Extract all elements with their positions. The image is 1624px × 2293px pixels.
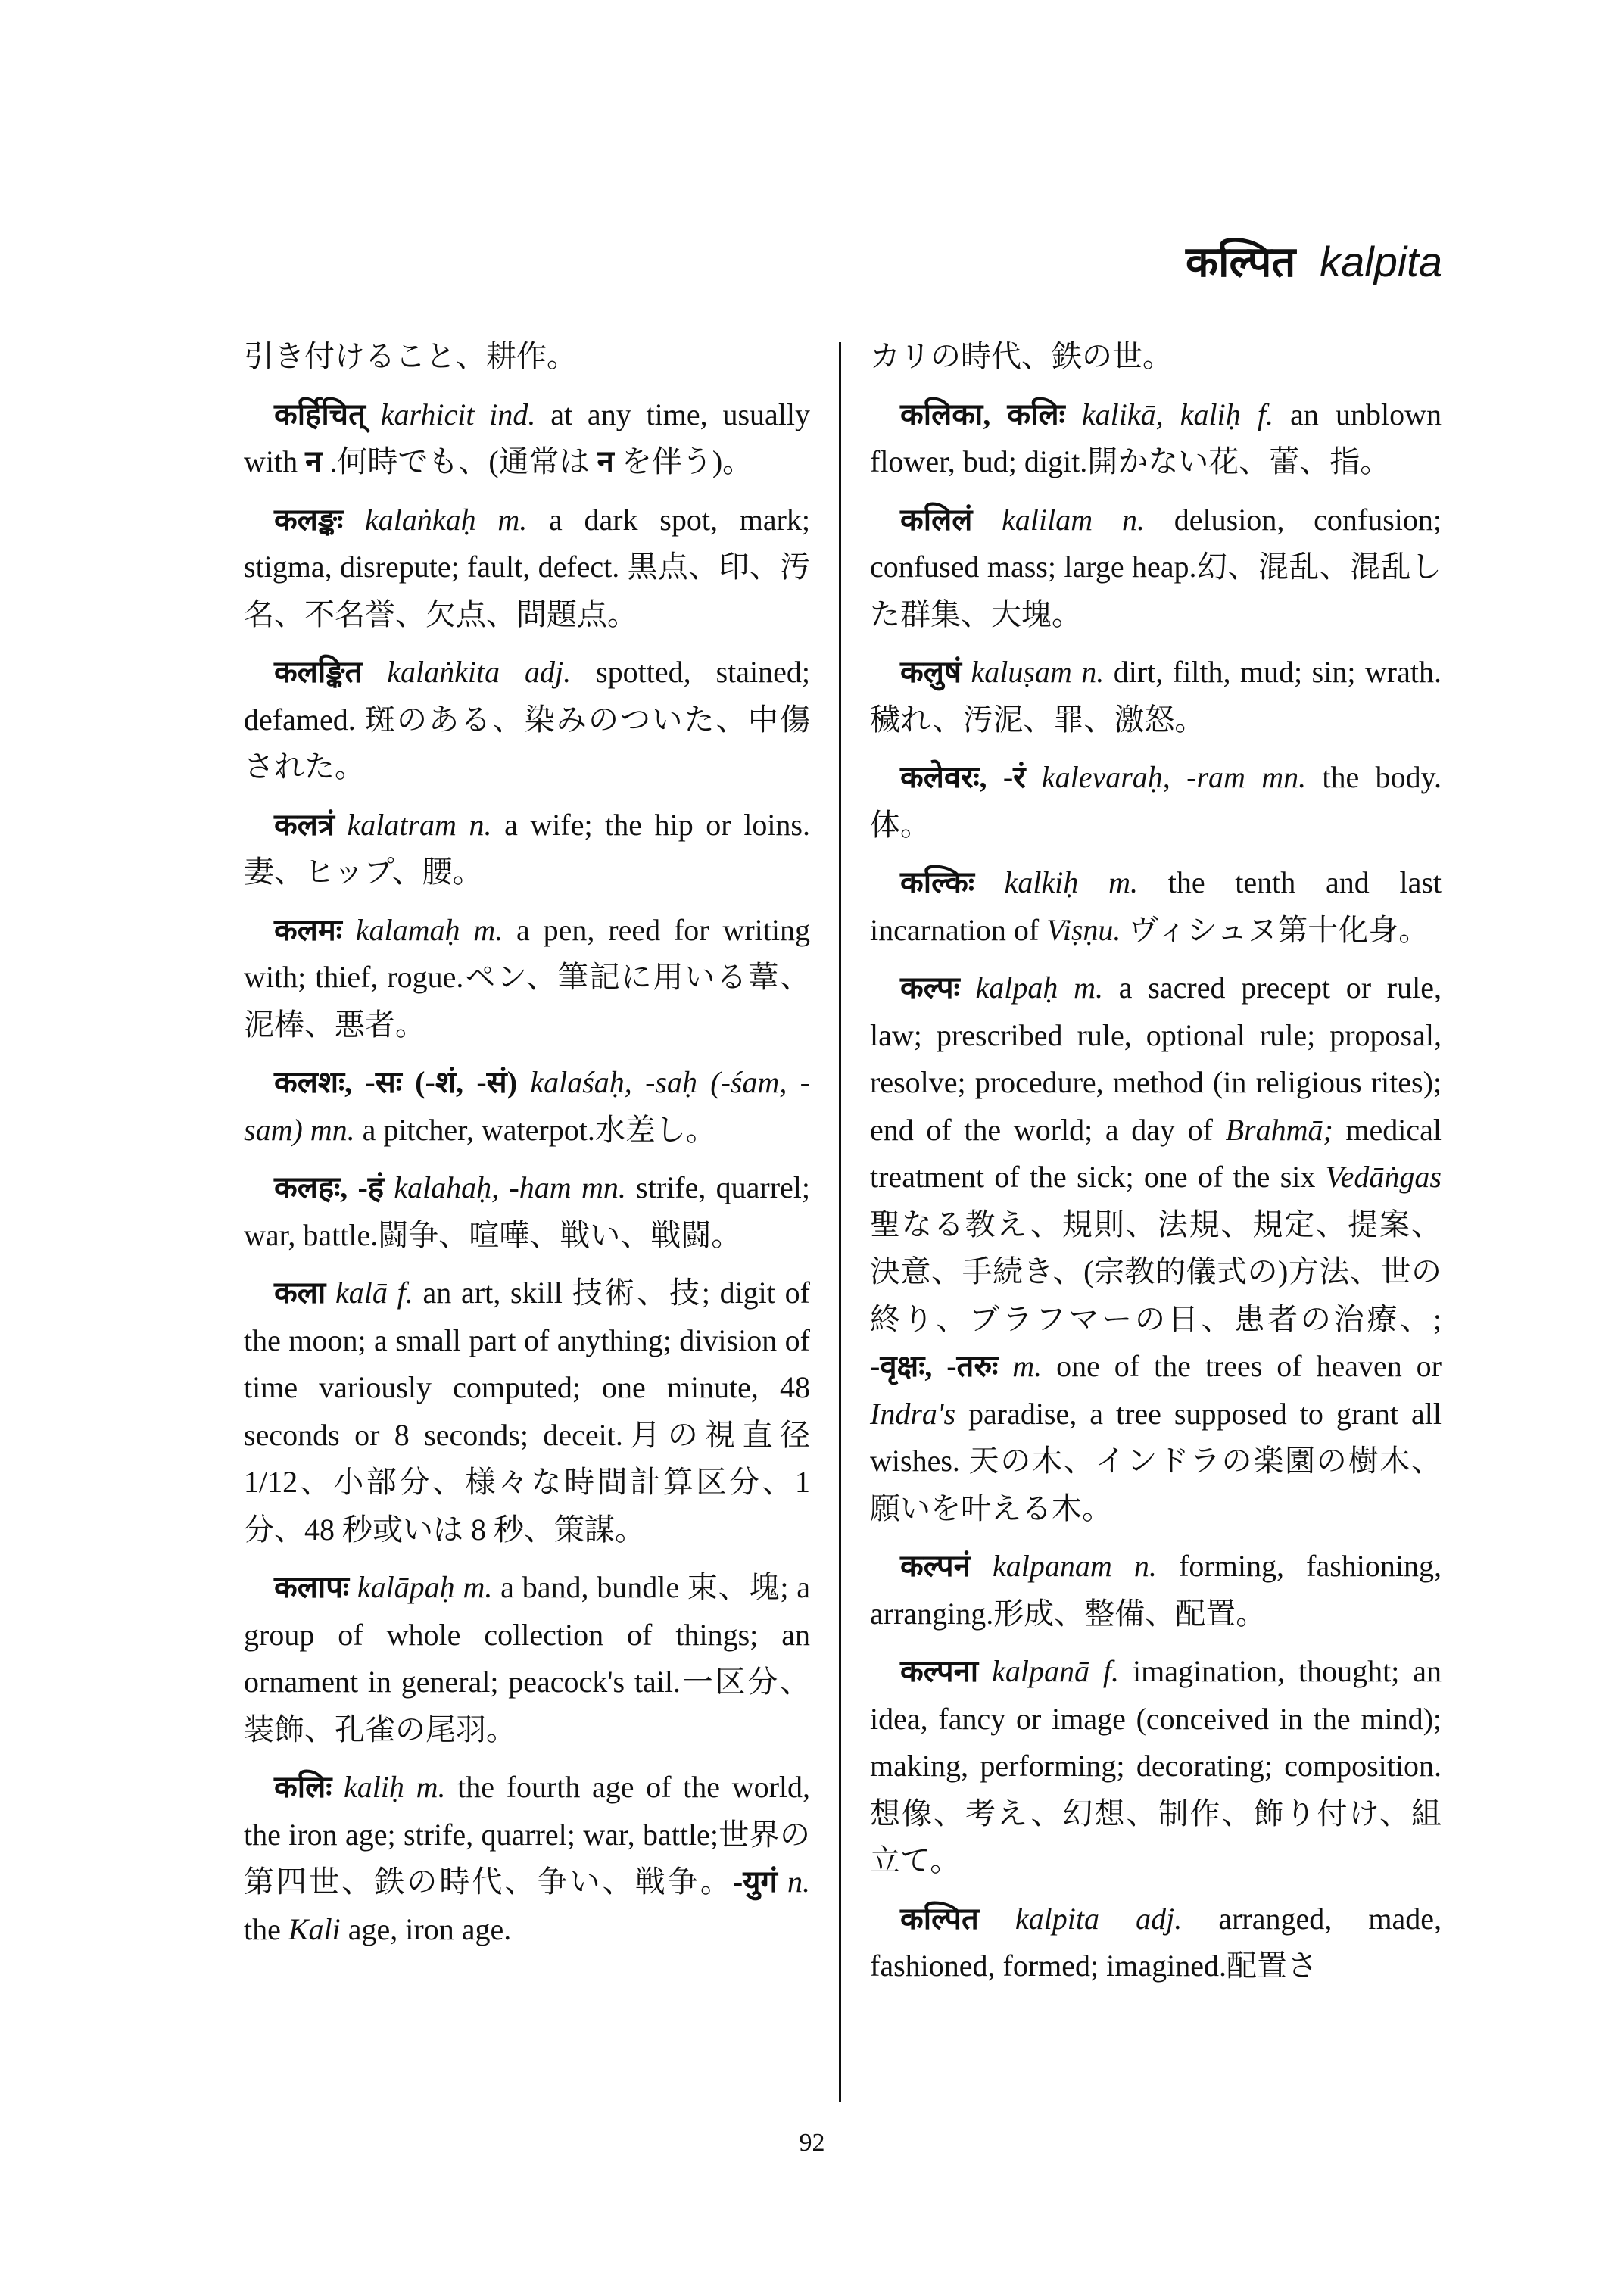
definition-text — [962, 655, 971, 689]
definition-text: medical treatment of the sick; one of the six — [870, 1112, 1442, 1194]
definition-text — [342, 913, 356, 947]
headword-devanagari: -वृक्षः, -तरुः — [870, 1349, 999, 1383]
definition-text: strife, quarrel; war, battle.闘争、喧嘩、戦い、戦闘。 — [244, 1170, 810, 1252]
running-head-devanagari: कल्पित — [1186, 237, 1296, 287]
dictionary-entry — [244, 391, 810, 486]
definition-text — [326, 1276, 335, 1310]
headword-devanagari: कल्पित — [900, 1901, 979, 1936]
definition-text: a dark spot, mark; stigma, disrepute; fault, defect. 黒点、印、汚名、不名誉、欠点、問題点。 — [244, 502, 811, 631]
headword-devanagari: न — [597, 444, 614, 478]
definition-text: imagination, thought; an idea, fancy or image (conceived in the mind); making, performing; decorating; composition.想像、考え、幻想、制作、飾り付け、組立て。 — [870, 1654, 1442, 1877]
dictionary-entry — [870, 649, 1442, 743]
entry-continuation — [244, 333, 810, 381]
headword-devanagari: कलङ्कः — [274, 502, 344, 537]
definition-text: age, iron age. — [340, 1911, 512, 1946]
definition-text: dirt, filth, mud; sin; wrath. 穢れ、汚泥、罪、激怒。 — [870, 655, 1442, 737]
headword-devanagari: कलशः, -सः (-शं, -सं) — [274, 1065, 518, 1099]
dictionary-entry — [244, 649, 810, 791]
definition-text — [384, 1170, 394, 1204]
dictionary-entry — [244, 1164, 810, 1259]
transliteration: kalā f. — [335, 1276, 413, 1310]
definition-text: at any time, usually with — [244, 397, 811, 478]
definition-text: delusion, confusion; confused mass; large heap.幻、混乱、混乱した群集、大塊。 — [870, 502, 1442, 631]
dictionary-entry — [244, 802, 810, 896]
headword-devanagari: कल्पनं — [900, 1549, 971, 1583]
transliteration: kalāpaḥ m. — [357, 1570, 493, 1604]
entry-continuation — [870, 333, 1442, 381]
transliteration: kalaśaḥ, -saḥ (-śam, -sam) mn. — [244, 1065, 810, 1147]
running-head — [1186, 237, 1442, 287]
definition-text — [971, 1549, 993, 1583]
definition-text — [974, 865, 1005, 899]
definition-text: カリの時代、鉄の世。 — [870, 339, 1173, 373]
transliteration: karhicit ind. — [380, 397, 536, 431]
headword-devanagari: कल्किः — [900, 865, 974, 899]
headword-devanagari: कल्पना — [900, 1654, 979, 1688]
definition-text: 聖なる教え、規則、法規、規定、提案、決意、手続き、(宗教的儀式の)方法、世の終り、ブラフマーの日、患者の治療、; — [870, 1207, 1442, 1336]
transliteration: Kali — [288, 1911, 341, 1946]
headword-devanagari: कलहः, -हं — [274, 1170, 385, 1204]
headword-devanagari: कलङ्कित — [274, 655, 363, 689]
definition-text — [972, 503, 1002, 537]
dictionary-entry — [244, 1059, 810, 1154]
definition-text — [778, 1865, 787, 1899]
headword-devanagari: कलुषं — [900, 655, 962, 689]
dictionary-entry — [244, 497, 810, 639]
headword-devanagari: कला — [274, 1276, 326, 1310]
headword-devanagari: कलिका, कलिः — [900, 397, 1065, 431]
transliteration: Viṣṇu. — [1046, 912, 1121, 947]
definition-text — [335, 808, 348, 842]
headword-devanagari: कलमः — [274, 912, 342, 947]
dictionary-entry — [244, 1270, 810, 1553]
headword-devanagari: कलापः — [274, 1570, 349, 1604]
definition-text: a band, bundle 束、塊; a group of whole collection of things; an ornament in general; peacock's tail.一区分、装飾、孔雀の尾羽。 — [244, 1570, 811, 1746]
headword-devanagari: कर्हिचित् — [274, 397, 366, 431]
transliteration: kalaṅkita adj. — [387, 655, 572, 689]
transliteration: Brahmā; — [1225, 1112, 1333, 1147]
definition-text: the tenth and last incarnation of — [870, 865, 1442, 947]
transliteration: kalahaḥ, -ham mn. — [394, 1170, 626, 1204]
definition-text: a wife; the hip or loins.妻、ヒップ、腰。 — [244, 807, 810, 889]
dictionary-entry — [244, 907, 810, 1049]
definition-text — [362, 655, 387, 689]
definition-text — [332, 1770, 344, 1804]
right-column — [870, 333, 1442, 2001]
definition-text — [1026, 760, 1042, 794]
headword-devanagari: -युगं — [732, 1865, 778, 1899]
transliteration: kalatram n. — [347, 807, 492, 842]
page-number: 92 — [799, 2129, 825, 2157]
transliteration: kalpaḥ m. — [975, 970, 1103, 1005]
dictionary-entry — [244, 1764, 810, 1953]
transliteration: kalevaraḥ, -ram mn. — [1041, 760, 1307, 794]
definition-text — [998, 1349, 1012, 1383]
transliteration: Indra's — [870, 1396, 956, 1431]
definition-text: the body. 体。 — [870, 760, 1442, 842]
column-divider — [839, 342, 841, 2102]
transliteration: Vedāṅgas — [1325, 1160, 1442, 1194]
definition-text: を伴う)。 — [613, 444, 753, 478]
left-column — [244, 333, 810, 1964]
headword-devanagari: कलत्रं — [274, 807, 335, 842]
headword-devanagari: न — [305, 444, 323, 478]
transliteration: kaluṣam n. — [971, 655, 1105, 689]
definition-text — [343, 503, 365, 537]
transliteration: kalilam n. — [1002, 502, 1145, 537]
definition-text — [349, 1570, 357, 1604]
definition-text: a pitcher, waterpot.水差し。 — [354, 1112, 716, 1147]
definition-text — [517, 1065, 530, 1099]
transliteration: m. — [1012, 1349, 1043, 1383]
definition-text — [366, 397, 381, 431]
transliteration: n. — [787, 1865, 811, 1899]
definition-text: spotted, stained; defamed. 斑のある、染みのついた、中傷された。 — [244, 655, 810, 784]
definition-text: one of the trees of heaven or — [1042, 1349, 1442, 1383]
dictionary-entry — [870, 391, 1442, 486]
dictionary-entry — [870, 754, 1442, 849]
headword-devanagari: कलिलं — [900, 502, 973, 537]
definition-text: a pen, reed for writing with; thief, rogue.ペン、筆記に用いる葦、泥棒、悪者。 — [244, 912, 811, 1042]
transliteration: kalamaḥ m. — [355, 912, 503, 947]
definition-text: a sacred precept or rule, law; prescribed rule, optional rule; proposal, resolve; procedure, method (in religious rites); end of the world; a day of — [870, 970, 1442, 1147]
definition-text — [1065, 397, 1082, 431]
definition-text: an unblown flower, bud; digit.開かない花、蕾、指。 — [870, 397, 1442, 478]
transliteration: kalpanā f. — [992, 1654, 1120, 1688]
transliteration: kalkiḥ m. — [1004, 865, 1138, 899]
dictionary-entry — [870, 859, 1442, 954]
transliteration: kalaṅkaḥ m. — [365, 502, 528, 537]
dictionary-entry — [870, 1896, 1442, 1990]
transliteration: kalikā, kaliḥ f. — [1081, 397, 1273, 431]
definition-text: paradise, a tree supposed to grant all wishes. 天の木、インドラの楽園の樹木、願いを叶える木。 — [870, 1396, 1442, 1525]
definition-text: the fourth age of the world, the iron age; strife, quarrel; war, battle;世界の第四世、鉄の時代、争い、戦争。 — [244, 1770, 811, 1899]
headword-devanagari: कल्पः — [900, 970, 960, 1005]
definition-text — [979, 1902, 1015, 1936]
transliteration: kaliḥ m. — [343, 1770, 446, 1804]
definition-text: forming, fashioning, arranging.形成、整備、配置。 — [870, 1549, 1442, 1631]
dictionary-entry — [244, 1564, 810, 1753]
dictionary-entry — [870, 497, 1442, 639]
definition-text — [978, 1654, 992, 1688]
headword-devanagari: कलेवरः, -रं — [900, 760, 1026, 794]
definition-text: 引き付けること、耕作。 — [244, 339, 577, 373]
definition-text: .何時でも、(通常は — [322, 444, 597, 478]
headword-devanagari: कलिः — [274, 1770, 332, 1804]
dictionary-entry — [870, 964, 1442, 1532]
transliteration: kalpita adj. — [1015, 1901, 1183, 1936]
running-head-roman: kalpita — [1320, 238, 1442, 285]
definition-text: arranged, made, fashioned, formed; imagined.配置さ — [870, 1901, 1442, 1983]
definition-text — [960, 970, 976, 1005]
transliteration: kalpanam n. — [992, 1549, 1157, 1583]
definition-text: the — [244, 1911, 288, 1946]
definition-text: an art, skill 技術、技; digit of the moon; a small part of anything; division of time variously computed; one minute, 48 seconds or 8 seconds; deceit.月の視直径 1/12、小部分、様々な時間計算区分、1 分、48 秒或いは 8 秒、策謀。 — [244, 1276, 810, 1547]
dictionary-entry — [870, 1648, 1442, 1885]
dictionary-entry — [870, 1543, 1442, 1637]
definition-text: ヴィシュヌ第十化身。 — [1121, 912, 1429, 947]
